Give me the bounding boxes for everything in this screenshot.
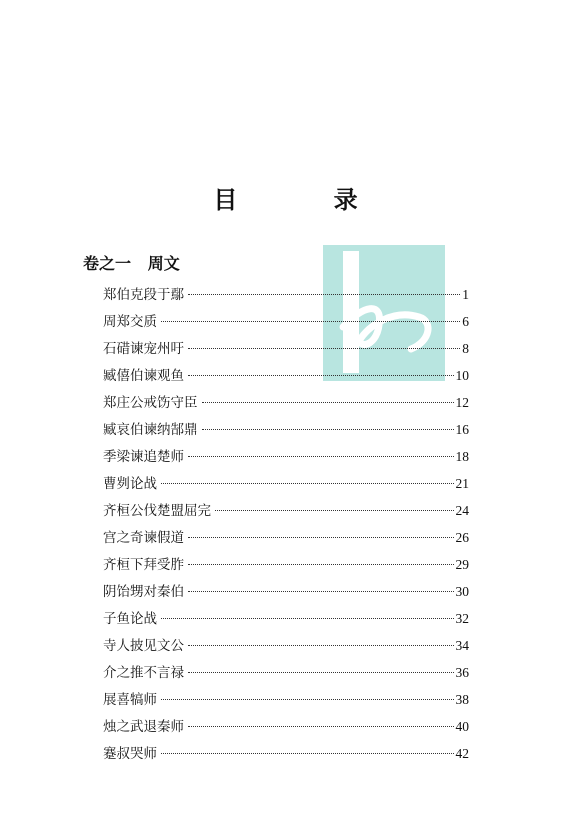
toc-dot-leader — [215, 510, 454, 511]
toc-page-number: 18 — [455, 449, 469, 464]
toc-entry-title: 烛之武退秦师 — [103, 719, 184, 735]
toc-entry-title: 周郑交质 — [103, 314, 157, 330]
toc-dot-leader — [188, 348, 460, 349]
table-of-contents — [103, 281, 469, 767]
toc-entry[interactable] — [103, 740, 469, 767]
toc-page-number: 36 — [455, 665, 469, 680]
toc-page-number: 40 — [455, 719, 469, 734]
toc-entry[interactable] — [103, 524, 469, 551]
toc-page-number: 10 — [455, 368, 469, 383]
toc-dot-leader — [188, 375, 454, 376]
toc-page-number: 34 — [455, 638, 469, 653]
toc-page-number: 21 — [455, 476, 469, 491]
toc-page-number: 8 — [462, 341, 469, 356]
toc-entry[interactable] — [103, 389, 469, 416]
toc-page-number: 24 — [455, 503, 469, 518]
toc-dot-leader — [161, 618, 454, 619]
toc-entry-title: 曹刿论战 — [103, 476, 157, 492]
toc-dot-leader — [188, 456, 454, 457]
toc-entry[interactable] — [103, 713, 469, 740]
toc-entry[interactable] — [103, 497, 469, 524]
toc-entry-title: 展喜犒师 — [103, 692, 157, 708]
toc-dot-leader — [202, 429, 454, 430]
toc-entry[interactable] — [103, 416, 469, 443]
toc-entry[interactable] — [103, 551, 469, 578]
toc-entry-title: 寺人披见文公 — [103, 638, 184, 654]
toc-page-number: 16 — [455, 422, 469, 437]
toc-entry-title: 臧僖伯谏观鱼 — [103, 368, 184, 384]
toc-dot-leader — [188, 294, 460, 295]
toc-page-number: 30 — [455, 584, 469, 599]
toc-entry[interactable] — [103, 335, 469, 362]
toc-dot-leader — [161, 699, 454, 700]
toc-entry-title: 郑伯克段于鄢 — [103, 287, 184, 303]
toc-entry-title: 宫之奇谏假道 — [103, 530, 184, 546]
toc-dot-leader — [188, 645, 454, 646]
toc-dot-leader — [202, 402, 454, 403]
toc-entry[interactable] — [103, 470, 469, 497]
toc-page-number: 1 — [462, 287, 469, 302]
toc-entry[interactable] — [103, 308, 469, 335]
toc-entry-title: 郑庄公戒饬守臣 — [103, 395, 198, 411]
toc-dot-leader — [188, 591, 454, 592]
toc-dot-leader — [161, 483, 454, 484]
toc-page-number: 6 — [462, 314, 469, 329]
toc-entry-title: 季梁谏追楚师 — [103, 449, 184, 465]
toc-entry[interactable] — [103, 632, 469, 659]
toc-entry-title: 齐桓下拜受胙 — [103, 557, 184, 573]
toc-entry-title: 蹇叔哭师 — [103, 746, 157, 762]
toc-page-number: 12 — [455, 395, 469, 410]
toc-entry[interactable] — [103, 362, 469, 389]
toc-page-number: 29 — [455, 557, 469, 572]
toc-dot-leader — [161, 321, 460, 322]
page-title: 目 录 — [213, 186, 402, 214]
toc-entry-title: 介之推不言禄 — [103, 665, 184, 681]
toc-dot-leader — [188, 564, 454, 565]
toc-dot-leader — [161, 753, 454, 754]
toc-entry-title: 齐桓公伐楚盟屈完 — [103, 503, 211, 519]
toc-entry-title: 石碏谏宠州吁 — [103, 341, 184, 357]
section-title: 卷之一 周文 — [83, 254, 180, 273]
toc-dot-leader — [188, 726, 454, 727]
toc-entry[interactable] — [103, 281, 469, 308]
toc-entry-title: 阴饴甥对秦伯 — [103, 584, 184, 600]
toc-entry-title: 子鱼论战 — [103, 611, 157, 627]
toc-page-number: 38 — [455, 692, 469, 707]
toc-page-number: 42 — [455, 746, 469, 761]
toc-page-number: 26 — [455, 530, 469, 545]
toc-page-number: 32 — [455, 611, 469, 626]
toc-entry-title: 臧哀伯谏纳郜鼎 — [103, 422, 198, 438]
toc-dot-leader — [188, 672, 454, 673]
toc-entry[interactable] — [103, 686, 469, 713]
toc-entry[interactable] — [103, 578, 469, 605]
toc-entry[interactable] — [103, 443, 469, 470]
toc-dot-leader — [188, 537, 454, 538]
toc-entry[interactable] — [103, 605, 469, 632]
toc-entry[interactable] — [103, 659, 469, 686]
